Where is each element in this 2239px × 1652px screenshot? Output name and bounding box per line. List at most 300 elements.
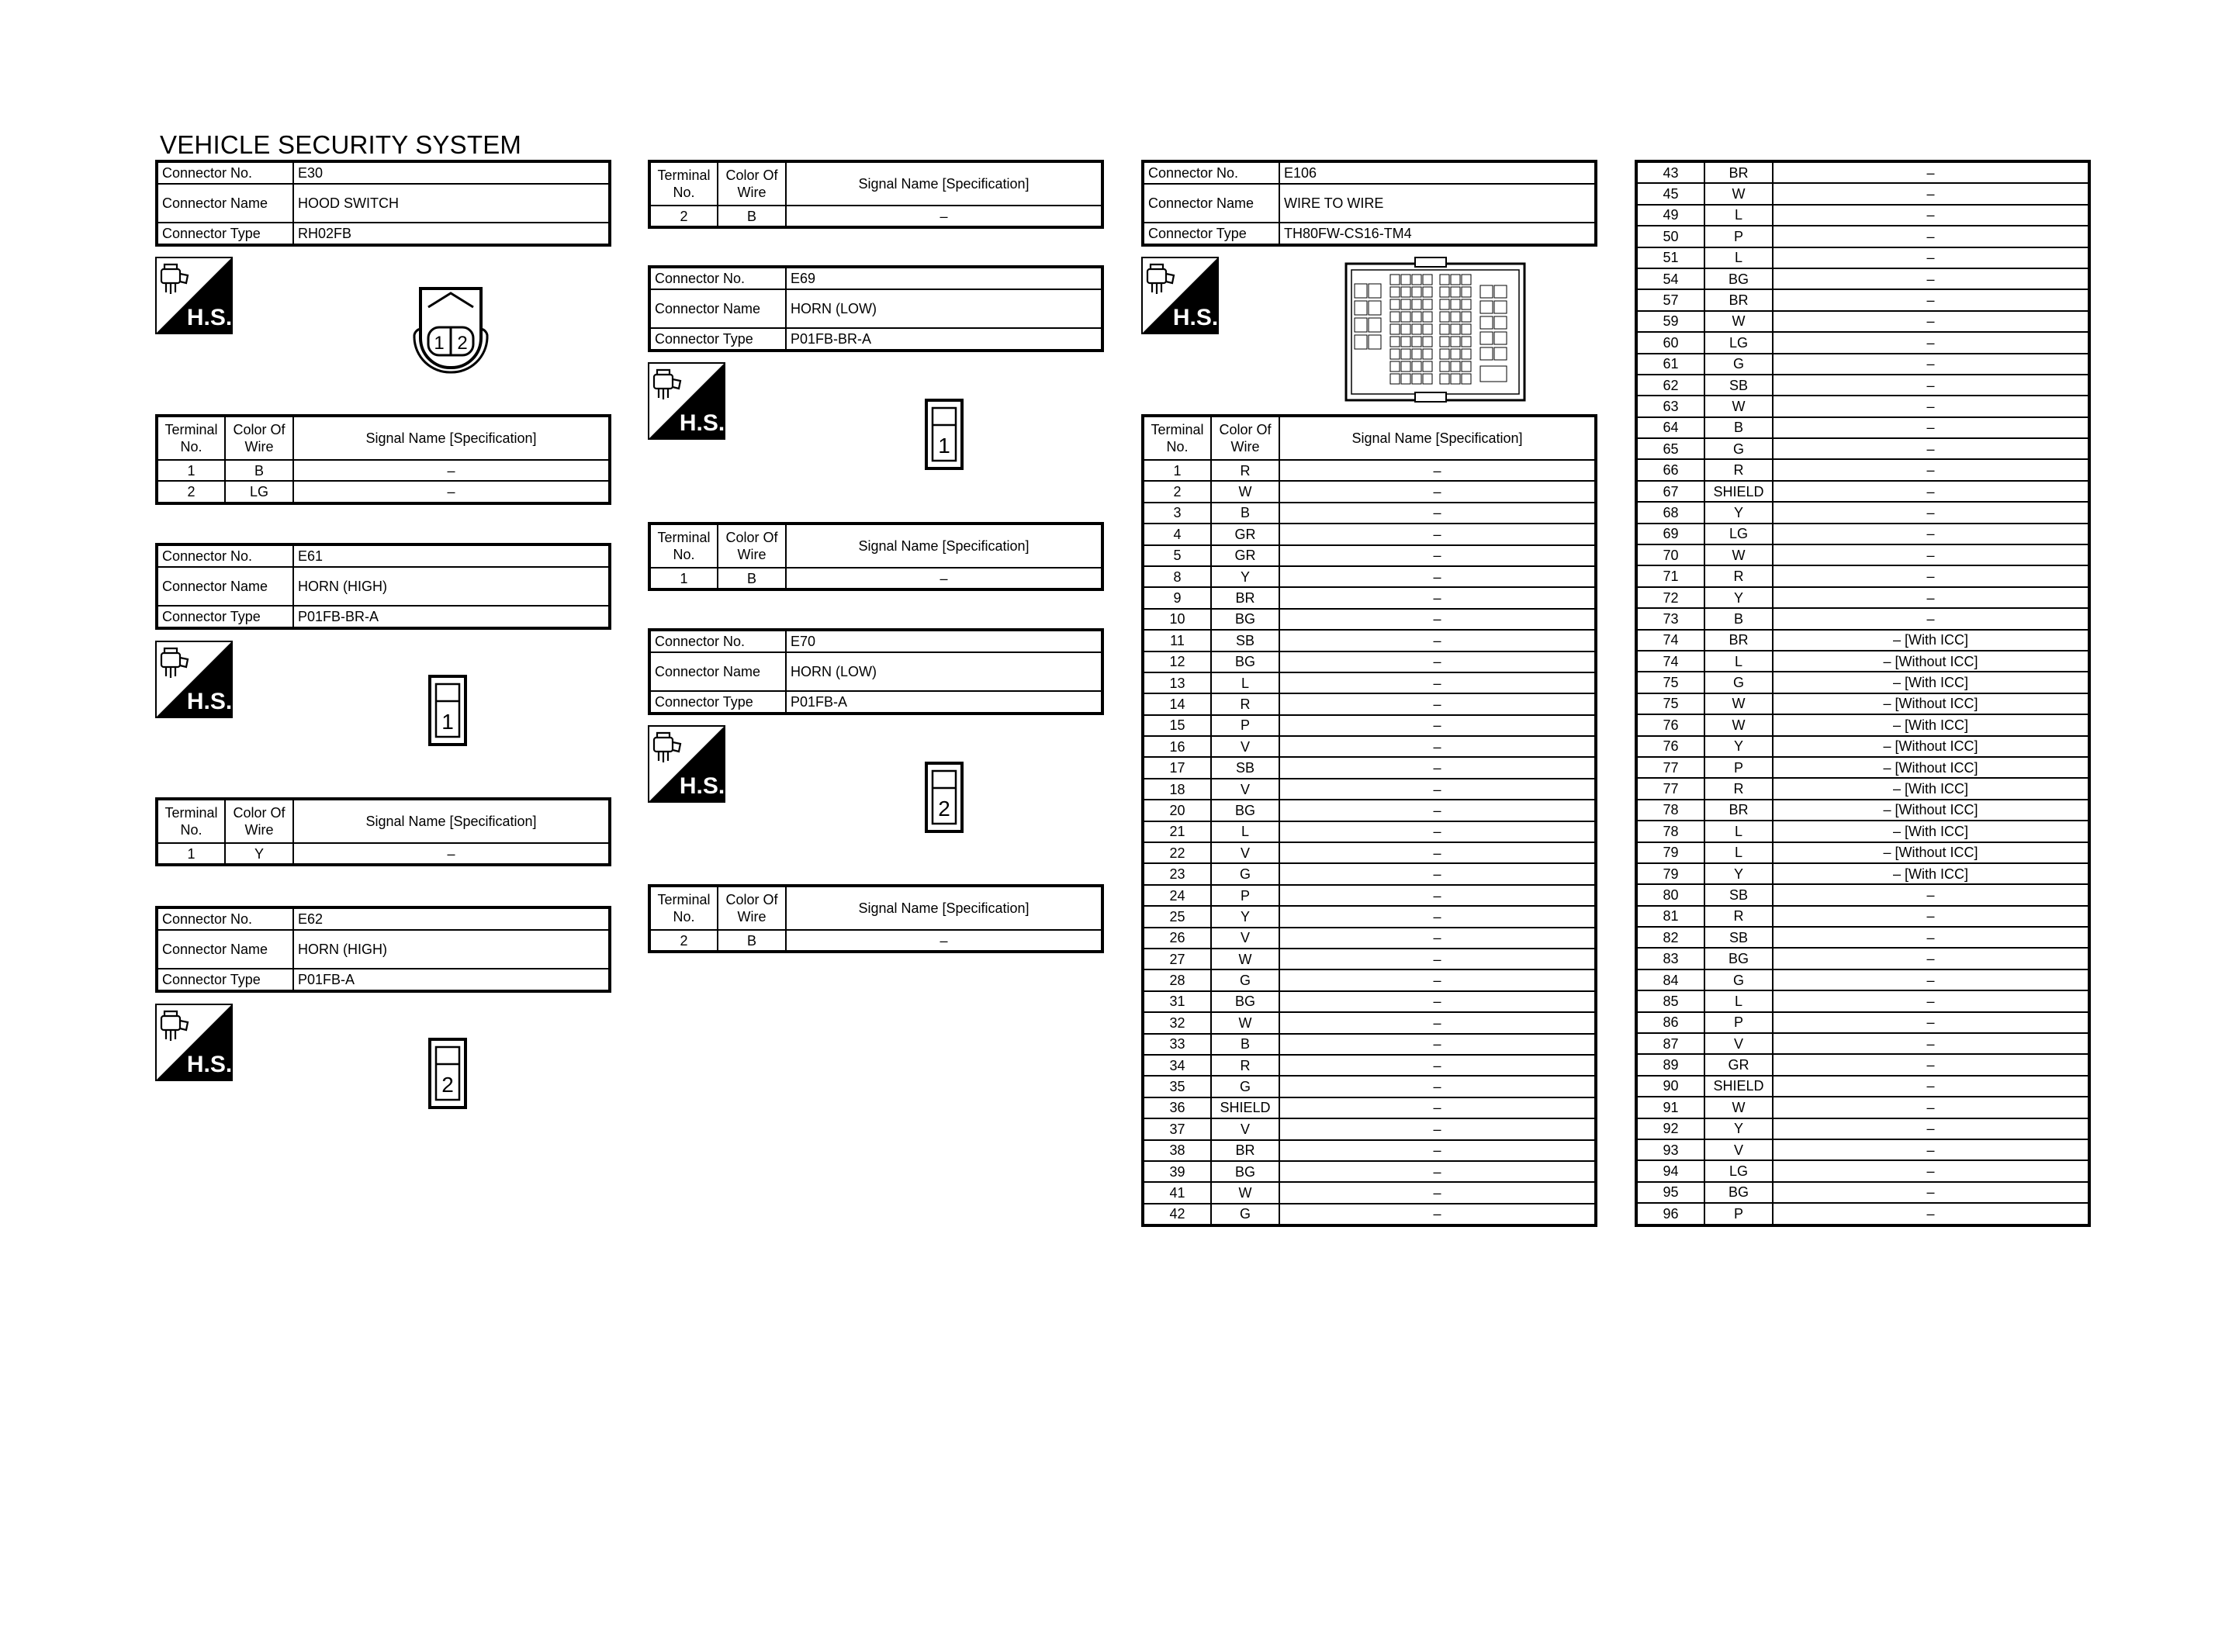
signal-name: – (1279, 949, 1596, 969)
wire-color: SHIELD (1704, 1076, 1773, 1097)
terminal-no: 81 (1636, 906, 1704, 927)
terminal-no: 33 (1143, 1034, 1211, 1055)
pin-label: 2 (441, 1073, 454, 1097)
table-row (1143, 928, 1596, 949)
wire-color: B (718, 568, 786, 589)
terminal-no: 69 (1636, 524, 1704, 544)
signal-name: – (786, 206, 1102, 227)
terminal-no: 11 (1143, 630, 1211, 651)
terminal-no: 2 (157, 481, 225, 503)
signal-name-header: Signal Name [Specification] (786, 524, 1102, 568)
table-row (1636, 714, 2089, 735)
terminal-no: 65 (1636, 438, 1704, 459)
signal-name: – (1773, 587, 2089, 608)
terminal-no: 14 (1143, 693, 1211, 714)
wire-color: LG (1704, 524, 1773, 544)
terminal-no: 79 (1636, 842, 1704, 863)
signal-name: – (1279, 693, 1596, 714)
connector-no-label: Connector No. (157, 907, 293, 930)
wire-color: R (1704, 565, 1773, 586)
connector-type-value: P01FB-A (786, 691, 1102, 714)
signal-name: – (1279, 587, 1596, 608)
table-row (1143, 779, 1596, 800)
table-row (1636, 1076, 2089, 1097)
wire-color: SB (1704, 927, 1773, 948)
terminal-no: 84 (1636, 969, 1704, 990)
terminal-no: 31 (1143, 991, 1211, 1012)
signal-name: – (1773, 311, 2089, 332)
table-row (1143, 630, 1596, 651)
signal-name: – (1773, 183, 2089, 204)
signal-name: – (1279, 1034, 1596, 1055)
signal-name: – [Without ICC] (1773, 842, 2089, 863)
table-row (1636, 672, 2089, 693)
signal-name: – [With ICC] (1773, 821, 2089, 842)
connector-type-label: Connector Type (157, 223, 293, 245)
wire-color: V (1211, 1118, 1279, 1139)
connector-face-e70 (925, 762, 964, 833)
wire-color: B (718, 206, 786, 227)
signal-name: – (1773, 565, 2089, 586)
connector-type-value: P01FB-BR-A (786, 328, 1102, 351)
connector-info-e62 (155, 906, 611, 993)
terminal-no: 90 (1636, 1076, 1704, 1097)
terminal-no: 43 (1636, 161, 1704, 183)
signal-name: – (293, 843, 610, 865)
terminal-no: 9 (1143, 587, 1211, 608)
table-row (1636, 565, 2089, 586)
signal-name: – (1773, 969, 2089, 990)
terminal-no: 50 (1636, 226, 1704, 247)
table-row (1143, 906, 1596, 927)
wire-color: BG (1211, 609, 1279, 630)
terminal-table-e69 (648, 522, 1104, 591)
signal-name-header: Signal Name [Specification] (786, 161, 1102, 206)
color-of-wire-header: Color Of Wire (1211, 416, 1279, 460)
connector-no-label: Connector No. (649, 630, 786, 652)
table-row (1636, 438, 2089, 459)
connector-type-label: Connector Type (649, 328, 786, 351)
wire-color: L (1211, 821, 1279, 842)
wire-color: SB (1704, 375, 1773, 396)
table-row (1636, 417, 2089, 438)
table-row (649, 568, 1102, 589)
harness-side-icon (155, 257, 233, 334)
signal-name: – (1773, 375, 2089, 396)
connector-name-value: HORN (LOW) (786, 289, 1102, 328)
table-row (1636, 630, 2089, 651)
signal-name: – (1773, 1139, 2089, 1160)
wire-color: V (1211, 779, 1279, 800)
wire-color: BG (1211, 991, 1279, 1012)
signal-name: – (1773, 1097, 2089, 1118)
connector-name-label: Connector Name (157, 567, 293, 606)
wire-color: BR (1704, 800, 1773, 821)
table-row (1636, 183, 2089, 204)
wire-color: SHIELD (1211, 1097, 1279, 1118)
wire-color: L (1704, 990, 1773, 1011)
wire-color: G (1704, 354, 1773, 375)
terminal-no: 54 (1636, 268, 1704, 289)
terminal-no: 94 (1636, 1160, 1704, 1181)
color-of-wire-header: Color Of Wire (225, 799, 293, 843)
terminal-no: 78 (1636, 821, 1704, 842)
signal-name: – (1279, 460, 1596, 481)
table-row (1143, 566, 1596, 587)
pin-label: 2 (938, 797, 950, 821)
hs-badge-label: H.S. (679, 410, 725, 436)
connector-name-label: Connector Name (649, 289, 786, 328)
signal-name: – (1773, 544, 2089, 565)
table-row (1143, 715, 1596, 736)
table-row (1143, 460, 1596, 481)
wire-color: G (1211, 1076, 1279, 1097)
terminal-no: 24 (1143, 885, 1211, 906)
signal-name: – (1279, 1161, 1596, 1182)
pin-label: 1 (938, 434, 950, 458)
wire-color: G (1211, 863, 1279, 884)
wire-color: V (1211, 736, 1279, 757)
signal-name: – (293, 481, 610, 503)
wire-color: LG (1704, 332, 1773, 353)
terminal-no: 68 (1636, 502, 1704, 523)
terminal-no: 1 (157, 843, 225, 865)
signal-name: – (1279, 969, 1596, 990)
signal-name: – (1279, 1140, 1596, 1161)
table-row (157, 843, 610, 865)
signal-name: – (1773, 1012, 2089, 1033)
wire-color: P (1704, 757, 1773, 778)
table-row (1143, 800, 1596, 821)
wire-color: BG (1211, 651, 1279, 672)
table-row (1143, 481, 1596, 502)
terminal-no: 3 (1143, 503, 1211, 524)
signal-name: – [With ICC] (1773, 672, 2089, 693)
table-row (1636, 927, 2089, 948)
wire-color: R (1704, 778, 1773, 799)
table-row (1143, 1118, 1596, 1139)
terminal-no: 13 (1143, 672, 1211, 693)
terminal-no: 92 (1636, 1118, 1704, 1139)
signal-name: – (1773, 268, 2089, 289)
terminal-no: 64 (1636, 417, 1704, 438)
table-row (1143, 672, 1596, 693)
table-row (1636, 375, 2089, 396)
pin-label: 2 (457, 333, 468, 354)
signal-name-header: Signal Name [Specification] (1279, 416, 1596, 460)
signal-name: – (1279, 991, 1596, 1012)
signal-name: – (1279, 906, 1596, 927)
wire-color: SHIELD (1704, 481, 1773, 502)
wire-color: BR (1211, 1140, 1279, 1161)
table-row (1636, 821, 2089, 842)
hs-badge-label: H.S. (186, 1052, 233, 1077)
table-row (1143, 545, 1596, 566)
signal-name: – (1279, 630, 1596, 651)
signal-name: – (1773, 1182, 2089, 1203)
terminal-no: 77 (1636, 757, 1704, 778)
terminal-no: 27 (1143, 949, 1211, 969)
table-row (1636, 354, 2089, 375)
connector-type-value: P01FB-A (293, 969, 610, 991)
table-row (1143, 587, 1596, 608)
signal-name: – (1279, 885, 1596, 906)
harness-side-icon (648, 725, 725, 803)
table-row (1636, 1139, 2089, 1160)
connector-name-value: WIRE TO WIRE (1279, 184, 1596, 223)
signal-name: – (1773, 332, 2089, 353)
terminal-no: 1 (1143, 460, 1211, 481)
terminal-no: 1 (649, 568, 718, 589)
signal-name: – [With ICC] (1773, 714, 2089, 735)
table-row (1143, 949, 1596, 969)
terminal-no: 83 (1636, 948, 1704, 969)
signal-name: – (1773, 884, 2089, 905)
connector-no-value: E61 (293, 544, 610, 567)
signal-name: – (1279, 1204, 1596, 1225)
table-row (1143, 991, 1596, 1012)
connector-name-value: HOOD SWITCH (293, 184, 610, 223)
signal-name: – (1773, 1054, 2089, 1075)
terminal-no: 57 (1636, 289, 1704, 310)
terminal-no: 93 (1636, 1139, 1704, 1160)
signal-name: – [Without ICC] (1773, 651, 2089, 672)
table-row (1143, 757, 1596, 778)
table-row (1636, 205, 2089, 226)
terminal-no: 79 (1636, 863, 1704, 884)
signal-name: – (1773, 459, 2089, 480)
wire-color: BG (1704, 1182, 1773, 1203)
wire-color: P (1211, 885, 1279, 906)
hs-badge-label: H.S. (1172, 305, 1219, 330)
signal-name: – [Without ICC] (1773, 800, 2089, 821)
terminal-no: 42 (1143, 1204, 1211, 1225)
color-of-wire-header: Color Of Wire (718, 886, 786, 930)
wire-color: LG (225, 481, 293, 503)
signal-name: – (1279, 609, 1596, 630)
signal-name: – (1773, 396, 2089, 416)
table-row (1143, 885, 1596, 906)
signal-name: – (1279, 1182, 1596, 1203)
signal-name-header: Signal Name [Specification] (786, 886, 1102, 930)
terminal-no: 70 (1636, 544, 1704, 565)
terminal-no: 2 (649, 930, 718, 952)
connector-no-label: Connector No. (649, 267, 786, 289)
terminal-no: 2 (1143, 481, 1211, 502)
wire-color: GR (1211, 545, 1279, 566)
wire-color: Y (1211, 906, 1279, 927)
signal-name: – (1279, 1055, 1596, 1076)
terminal-no: 75 (1636, 693, 1704, 714)
signal-name: – (1773, 226, 2089, 247)
signal-name: – (1773, 990, 2089, 1011)
terminal-no: 61 (1636, 354, 1704, 375)
terminal-table-e61 (155, 797, 611, 866)
connector-no-value: E62 (293, 907, 610, 930)
wire-color: SB (1211, 757, 1279, 778)
signal-name: – (1279, 842, 1596, 863)
connector-info-e69 (648, 265, 1104, 352)
terminal-no-header: Terminal No. (157, 416, 225, 460)
terminal-no: 72 (1636, 587, 1704, 608)
terminal-no: 74 (1636, 630, 1704, 651)
wire-color: B (1704, 417, 1773, 438)
signal-name: – (1773, 608, 2089, 629)
terminal-no: 62 (1636, 375, 1704, 396)
hs-badge-label: H.S. (186, 305, 233, 330)
connector-info-e106 (1141, 160, 1597, 247)
terminal-no-header: Terminal No. (649, 161, 718, 206)
wire-color: L (1704, 247, 1773, 268)
connector-name-label: Connector Name (1143, 184, 1279, 223)
terminal-no: 2 (649, 206, 718, 227)
connector-name-value: HORN (HIGH) (293, 567, 610, 606)
terminal-no: 37 (1143, 1118, 1211, 1139)
signal-name: – (1773, 1033, 2089, 1054)
harness-side-icon (1141, 257, 1219, 334)
terminal-no: 78 (1636, 800, 1704, 821)
signal-name: – (1279, 1097, 1596, 1118)
table-row (1143, 1161, 1596, 1182)
terminal-no: 86 (1636, 1012, 1704, 1033)
connector-type-value: P01FB-BR-A (293, 606, 610, 628)
connector-name-value: HORN (HIGH) (293, 930, 610, 969)
table-row (1143, 524, 1596, 544)
table-row (1636, 1054, 2089, 1075)
table-row (1143, 1076, 1596, 1097)
terminal-no: 35 (1143, 1076, 1211, 1097)
terminal-no: 21 (1143, 821, 1211, 842)
wire-color: SB (1704, 884, 1773, 905)
wire-color: Y (1704, 587, 1773, 608)
wire-color: L (1704, 842, 1773, 863)
terminal-no: 95 (1636, 1182, 1704, 1203)
terminal-no: 15 (1143, 715, 1211, 736)
wire-color: BG (1211, 800, 1279, 821)
wire-color: W (1211, 1182, 1279, 1203)
signal-name: – (1773, 502, 2089, 523)
table-row (1636, 757, 2089, 778)
wire-color: P (1704, 1012, 1773, 1033)
color-of-wire-header: Color Of Wire (718, 161, 786, 206)
wire-color: Y (1704, 736, 1773, 757)
table-row (1636, 800, 2089, 821)
signal-name: – (1279, 779, 1596, 800)
wire-color: R (1704, 459, 1773, 480)
terminal-no: 41 (1143, 1182, 1211, 1203)
color-of-wire-header: Color Of Wire (225, 416, 293, 460)
connector-name-label: Connector Name (157, 930, 293, 969)
table-row (1636, 906, 2089, 927)
table-row (1143, 736, 1596, 757)
terminal-no-header: Terminal No. (157, 799, 225, 843)
connector-info-e30 (155, 160, 611, 247)
terminal-no: 96 (1636, 1203, 1704, 1225)
table-row (1636, 884, 2089, 905)
table-row (1636, 990, 2089, 1011)
table-row (1636, 459, 2089, 480)
wire-color: BR (1704, 289, 1773, 310)
signal-name: – (1279, 757, 1596, 778)
wire-color: L (1704, 205, 1773, 226)
hs-badge-label: H.S. (679, 773, 725, 799)
table-row (1143, 651, 1596, 672)
wire-color: G (1211, 1204, 1279, 1225)
connector-type-value: TH80FW-CS16-TM4 (1279, 223, 1596, 245)
terminal-no: 32 (1143, 1012, 1211, 1033)
signal-name: – (1279, 863, 1596, 884)
wire-color: BR (1211, 587, 1279, 608)
terminal-no: 23 (1143, 863, 1211, 884)
terminal-no: 66 (1636, 459, 1704, 480)
terminal-no: 18 (1143, 779, 1211, 800)
wire-color: BR (1704, 630, 1773, 651)
wire-color: G (1704, 672, 1773, 693)
connector-face-e30 (410, 284, 492, 374)
signal-name: – (1773, 1076, 2089, 1097)
connector-info-e61 (155, 543, 611, 630)
signal-name: – (1773, 354, 2089, 375)
connector-info-e70 (648, 628, 1104, 715)
terminal-no: 89 (1636, 1054, 1704, 1075)
terminal-no: 85 (1636, 990, 1704, 1011)
signal-name: – (293, 460, 610, 481)
terminal-no: 34 (1143, 1055, 1211, 1076)
table-row (1143, 1204, 1596, 1225)
table-row (1636, 587, 2089, 608)
table-row (1143, 693, 1596, 714)
table-row (1143, 821, 1596, 842)
table-row (649, 930, 1102, 952)
table-row (1636, 544, 2089, 565)
table-row (1143, 1012, 1596, 1033)
wire-color: W (1704, 1097, 1773, 1118)
signal-name: – (1279, 1076, 1596, 1097)
signal-name: – (1279, 821, 1596, 842)
terminal-no: 75 (1636, 672, 1704, 693)
signal-name: – (1279, 651, 1596, 672)
table-row (1143, 503, 1596, 524)
terminal-no: 59 (1636, 311, 1704, 332)
connector-face-e62 (428, 1038, 467, 1109)
table-row (157, 460, 610, 481)
terminal-no: 10 (1143, 609, 1211, 630)
table-row (1636, 524, 2089, 544)
signal-name: – (1773, 1203, 2089, 1225)
signal-name: – (1279, 928, 1596, 949)
terminal-no: 49 (1636, 205, 1704, 226)
signal-name: – [With ICC] (1773, 863, 2089, 884)
signal-name: – (1279, 524, 1596, 544)
connector-name-value: HORN (LOW) (786, 652, 1102, 691)
terminal-no: 76 (1636, 736, 1704, 757)
terminal-no: 74 (1636, 651, 1704, 672)
table-row (1636, 226, 2089, 247)
table-row (1636, 1012, 2089, 1033)
connector-face-e69 (925, 399, 964, 470)
wire-color: BG (1704, 268, 1773, 289)
wire-color: W (1704, 396, 1773, 416)
connector-no-value: E70 (786, 630, 1102, 652)
signal-name: – [Without ICC] (1773, 693, 2089, 714)
wire-color: W (1211, 1012, 1279, 1033)
wire-color: Y (1704, 863, 1773, 884)
table-row (1143, 1034, 1596, 1055)
table-row (1636, 1160, 2089, 1181)
terminal-no: 26 (1143, 928, 1211, 949)
wire-color: Y (1211, 566, 1279, 587)
wire-color: SB (1211, 630, 1279, 651)
